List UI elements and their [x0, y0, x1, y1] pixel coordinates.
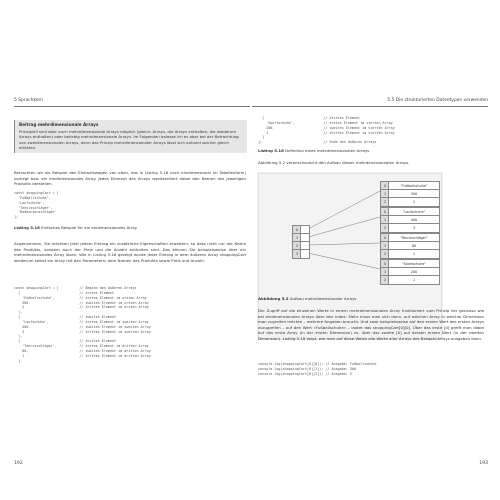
right-page-number: 193: [479, 461, 488, 466]
figure-caption-text: Aufbau mehrdimensionaler Arrays: [289, 296, 357, 301]
info-box-text: Prinzipiell sind aber auch mehrdimensionale Arrays möglich (gleich: Arrays, die Arrays enthalten, die wiederum Arrays enthalten) oder beliebig mehrdimensionale Arrays. Im Folgenden belasse ich es aber bei der Betrachtung von zweidimensionalen Arrays, denn das Prinzip mehrdimensionaler Arrays lässt sich anhand solcher gleich erklären.: [19, 128, 239, 151]
inner-value: 1: [388, 275, 440, 285]
code-listing-3: console.log(shoppingCart[0][0]); // Ausgabe: Fußballschuhe console.log(shoppingCart[0][1]); // Ausgabe: 300 console.log(shoppingCart[0][2]); // Ausgabe: 2: [258, 362, 377, 376]
inner-index: 0: [380, 181, 390, 191]
listing-caption-1-text: Einfaches Beispiel für ein eindimensionales Array: [41, 225, 138, 230]
inner-index: 1: [380, 215, 390, 225]
right-page-header-title: 5.5 Die strukturierten Datentypen verwenden: [387, 98, 488, 103]
array-figure: [252, 96, 488, 466]
outer-index-0: 0: [292, 225, 302, 235]
left-page-header-title: 5 Sprachkern: [14, 98, 44, 103]
inner-value: 2: [388, 197, 440, 207]
left-page-number: 192: [14, 461, 23, 466]
listing-caption-0-label: Listing 5.16: [258, 148, 284, 153]
outer-index-1: 1: [292, 233, 302, 243]
inner-value: "Sportschuhe": [388, 259, 440, 269]
right-page: [252, 96, 488, 466]
inner-value: 200: [388, 267, 440, 277]
code-listing-0: [ // drittes Element 'Sportschuhe', // erstes Element im vierten Array 200, // zweites Element im vierten Array 1 // drittes Element im vierten Array ] ]; // Ende des äußeren Arrays: [258, 116, 395, 145]
code-listing-2: const shoppingCart = [ // Beginn des äußeren Arrays [ // erstes Element 'Fußballschuhe', // erstes Element im ersten Array 300, // zweites Element im ersten Array 2 // drittes Element im ersten Array ], [ // zweites Element 'Laufschuhe', // erstes Element im zweiten Array 400, // zweites Element im zweiten Array 3 // drittes Element im zweiten Array ], [ // drittes Element 'Tennisschläger', // erstes Element im dritten Array 80, // zweites Element im dritten Array 1 // drittes Element im dritten Array ]: [14, 286, 151, 363]
figure-connector-lines: [252, 96, 488, 466]
inner-index: 0: [380, 259, 390, 269]
listing-caption-1: [14, 225, 137, 230]
outer-index-2: 2: [292, 241, 302, 251]
figure-caption-label: Abbildung 5.2: [258, 296, 289, 301]
left-page: [14, 96, 250, 466]
inner-value: 3: [388, 223, 440, 233]
paragraph-3: Der Zugriff auf die einzelnen Werte in einem mehrdimensionalen Array funktioniert vom Prinzip her genauso wie bei eindimensionalen Arrays über den Index. Mehr muss man sich dann, auf welchen Array in welcher Dimension man zugreifen möchte – mehrere Angaben braucht. Und zwar beispielsweise auf den ersten Wert des ersten Arrays zuzugreifen – auf den Wert »Fußballschuhe« – lautet das shoppingCart[0][0]. Über das erste [0] greift man dabei auf das erste Array (in der ersten Dimension) zu, über das zweite [0] auf dessen ersten Wert (in der zweiten Dimension). Listing 5.18 zeigt, wie man auf diese Weise alle Werte aller Arrays des Beispiel-Arrays ausgeben kann.: [258, 308, 484, 341]
listing-caption-0-text: Definition eines mehrdimensionalen Arrays: [285, 148, 370, 153]
info-box-title: Beitrag mehrdimensionale Arrays: [19, 122, 99, 127]
inner-value: 80: [388, 241, 440, 251]
inner-index: 1: [380, 189, 390, 199]
inner-index: 2: [380, 275, 390, 285]
inner-value: "Laufschuhe": [388, 207, 440, 217]
inner-value: 300: [388, 189, 440, 199]
inner-index: 2: [380, 197, 390, 207]
outer-index-3: 3: [292, 249, 302, 259]
inner-value: "Fußballschuhe": [388, 181, 440, 191]
inner-index: 2: [380, 223, 390, 233]
figure-intro: Abbildung 5.2 veranschaulicht den Aufbau dieses mehrdimensionalen Arrays.: [258, 160, 410, 165]
info-box: [14, 120, 247, 153]
inner-index: 1: [380, 241, 390, 251]
figure-caption: [258, 296, 356, 301]
paragraph-1: Betrachten wir als Beispiel den Einkaufswagen von eben, das in Listing 5.16 noch eindimensional (in Tabellenform) vorliegt bzw. ein eindimensionales Array. Jedes Element des Arrays repräsentiert dabei den Namen des jeweiligen Produkts darstellen.: [14, 170, 246, 187]
inner-index: 2: [380, 249, 390, 259]
listing-caption-1-label: Listing 5.16: [14, 225, 40, 230]
left-page-header: [14, 96, 250, 107]
inner-value: "Tennisschläger": [388, 233, 440, 243]
inner-index: 0: [380, 207, 390, 217]
inner-index: 0: [380, 233, 390, 243]
inner-value: 400: [388, 215, 440, 225]
inner-value: 1: [388, 249, 440, 259]
inner-index: 1: [380, 267, 390, 277]
outer-cell-3: [300, 249, 310, 259]
paragraph-2: Angenommen, Sie möchten jetzt jedem Eintrag ein zusätzliche Eigenschaften erweitern, so dass nicht nur der Name des Produkts, sondern auch der Preis und die Anzahl enthalten sind. Das können Sie beispielsweise über ein mehrdimensionales Array lösen. Wie in Listing 5.16 gezeigt wurde jeder Eintrag in dem äußeren Array shoppingCart wiederum selbst ein Array mit den Parametern: dem Namen des Produkts sowie Preis und Anzahl.: [14, 241, 246, 263]
code-listing-1: const shoppingCart = [ 'Fußballschuhe', 'Laufschuhe', 'Tennisschläger', 'Badmintonschläger' ];: [14, 191, 59, 220]
